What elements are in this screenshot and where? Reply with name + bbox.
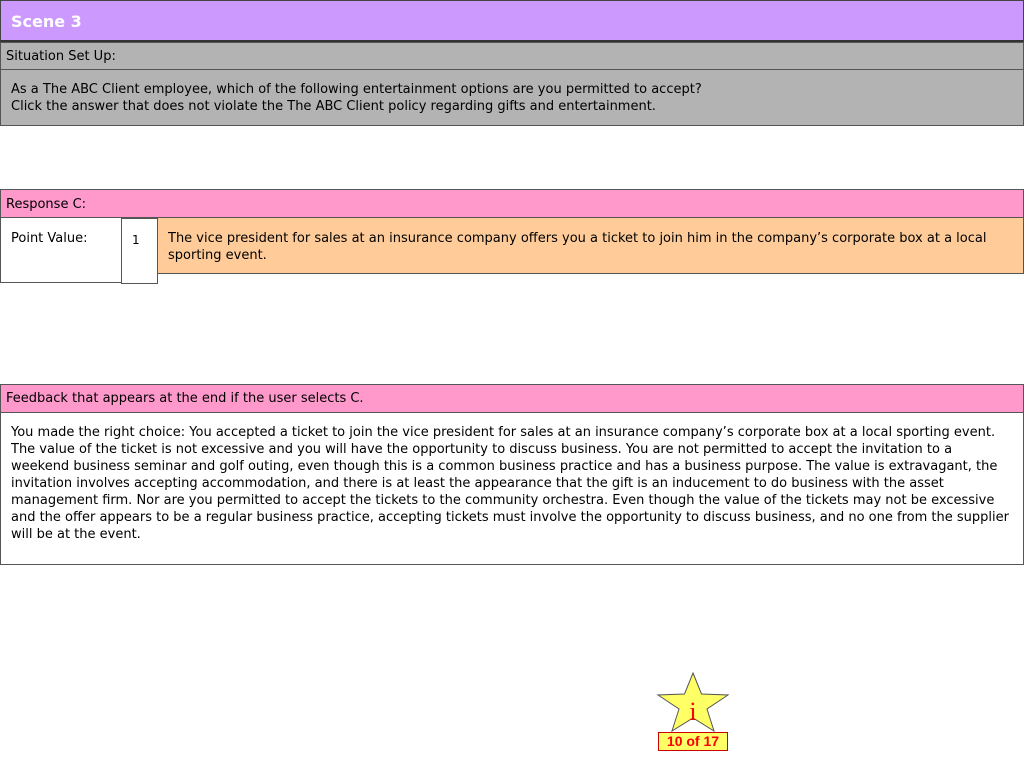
point-value-field xyxy=(121,218,158,284)
response-text: The vice president for sales at an insurance company offers you a ticket to join him in the company’s corporate box at a local sporting event. xyxy=(168,231,987,263)
situation-setup-body xyxy=(0,69,1024,126)
info-star-icon[interactable] xyxy=(656,672,730,732)
feedback-body xyxy=(0,412,1024,565)
page-counter: 10 of 17 xyxy=(658,732,728,751)
point-value-box xyxy=(0,217,122,283)
info-glyph: i xyxy=(689,697,697,726)
situation-setup-label: Situation Set Up: xyxy=(6,49,116,64)
response-option-c[interactable] xyxy=(157,217,1024,274)
feedback-label-bar xyxy=(0,384,1024,413)
scene-title: Scene 3 xyxy=(11,12,82,31)
setup-question-line: As a The ABC Client employee, which of the following entertainment options are you permitted to accept? xyxy=(11,82,702,97)
feedback-label: Feedback that appears at the end if the user selects C. xyxy=(6,391,364,406)
point-value-label: Point Value: xyxy=(11,231,88,246)
response-label-bar xyxy=(0,189,1024,218)
scene-title-bar xyxy=(0,0,1024,42)
response-label: Response C: xyxy=(6,197,87,212)
setup-instruction-line: Click the answer that does not violate the The ABC Client policy regarding gifts and entertainment. xyxy=(11,99,656,114)
feedback-text: You made the right choice: You accepted a ticket to join the vice president for sales at an insurance company’s corporate box at a local sporting event. The value of the ticket is not excessive and you will have the opportunity to discuss business. You are not permitted to accept the invitation to a weekend business seminar and golf outing, even though this is a common business practice and has a business purpose. The value is extravagant, the invitation involves accepting accommodation, and there is at least the appearance that the gift is an inducement to do business with the asset management firm. Nor are you permitted to accept the tickets to the community orchestra. Even though the value of the tickets may not be excessive and the offer appears to be a regular business practice, accepting tickets must involve the opportunity to discuss business, and no one from the supplier will be at the event. xyxy=(11,425,1009,542)
point-value: 1 xyxy=(132,233,140,247)
situation-setup-label-bar xyxy=(0,42,1024,70)
situation-setup-text xyxy=(11,81,702,115)
